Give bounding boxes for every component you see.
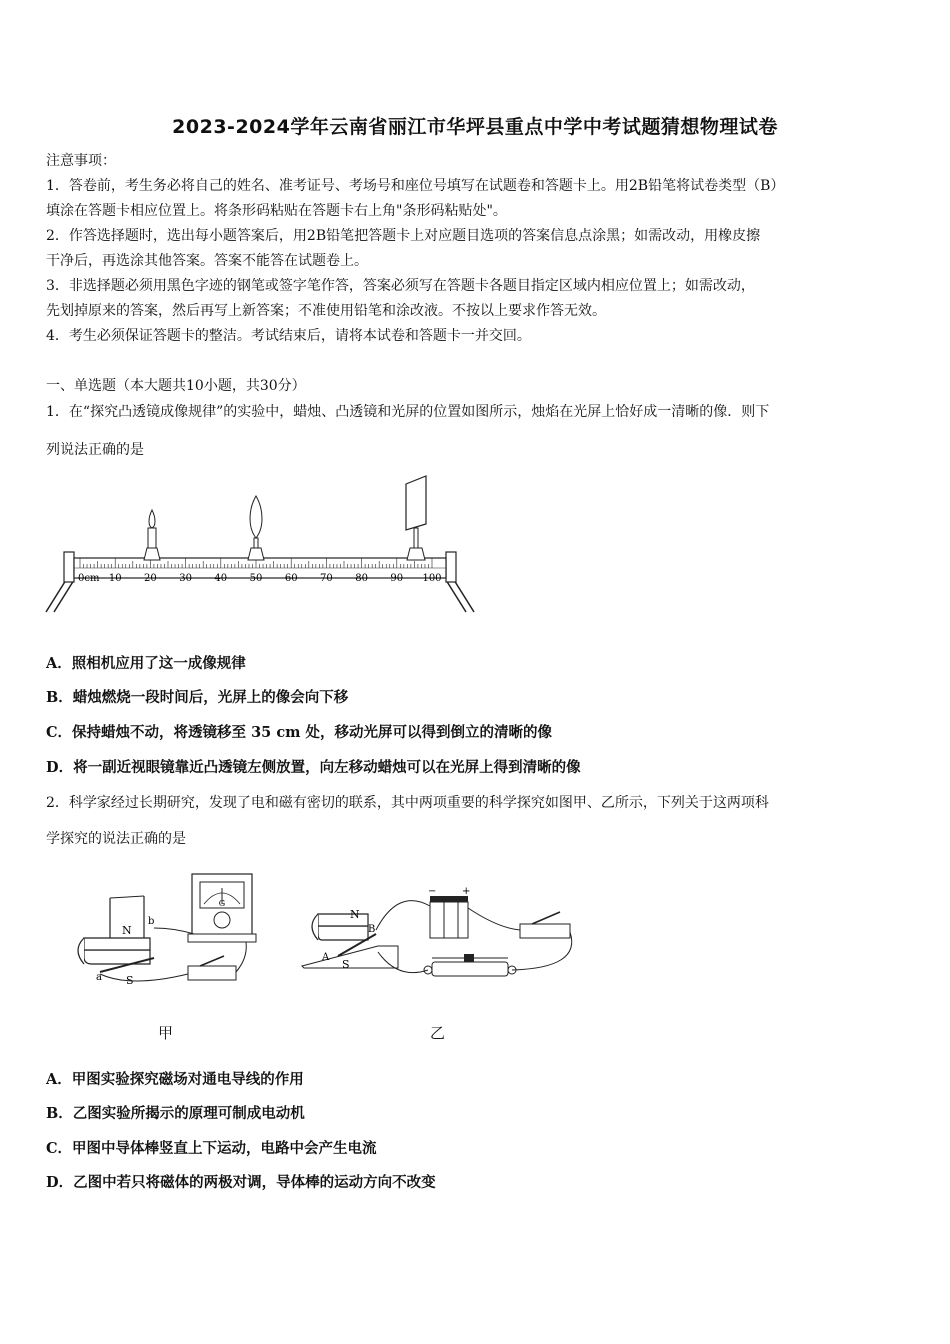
notice-line: 1．答卷前，考生务必将自己的姓名、准考证号、考场号和座位号填写在试题卷和答题卡上。用2B铅笔将试卷类型（B） xyxy=(46,178,785,194)
caption-yi: 乙 xyxy=(430,1024,446,1042)
q2-stem: 2．科学家经过长期研究，发现了电和磁有密切的联系，其中两项重要的科学探究如图甲、乙所示，下列关于这两项科 xyxy=(46,795,769,811)
section-heading: 一、单选题（本大题共10小题，共30分） xyxy=(46,378,306,394)
q2-option-a[interactable]: A．甲图实验探究磁场对通电导线的作用 xyxy=(46,1071,304,1088)
caption-jia: 甲 xyxy=(158,1024,174,1042)
ruler-label: 70 xyxy=(320,573,333,584)
q1-stem: 1．在“探究凸透镜成像规律”的实验中，蜡烛、凸透镜和光屏的位置如图所示，烛焰在光屏上恰好成一清晰的像．则下 xyxy=(46,404,770,420)
optical-bench-figure xyxy=(40,470,480,620)
candle xyxy=(144,510,160,560)
q1-stem: 列说法正确的是 xyxy=(46,442,144,458)
ruler-label: 40 xyxy=(214,573,228,584)
rod-a-label: A xyxy=(322,952,330,963)
q1-option-d[interactable]: D．将一副近视眼镜靠近凸透镜左侧放置，向左移动蜡烛可以在光屏上得到清晰的像 xyxy=(46,759,581,776)
q2-stem: 学探究的说法正确的是 xyxy=(46,831,186,847)
ruler-label: 10 xyxy=(108,573,122,584)
notice-line: 先划掉原来的答案，然后再写上新答案；不准使用铅笔和涂改液。不按以上要求作答无效。 xyxy=(46,303,606,319)
ruler-label: 20 xyxy=(144,573,157,584)
battery xyxy=(428,886,470,938)
q1-option-a[interactable]: A．照相机应用了这一成像规律 xyxy=(46,655,246,672)
notice-line: 2．作答选择题时，选出每小题答案后，用2B铅笔把答题卡上对应题目选项的答案信息点涂黑；如需改动，用橡皮擦 xyxy=(46,228,761,244)
magnet-n-label: N xyxy=(122,924,132,937)
q2-option-b[interactable]: B．乙图实验所揭示的原理可制成电动机 xyxy=(46,1105,305,1122)
ruler-label: 80 xyxy=(355,573,368,584)
q2-option-c[interactable]: C．甲图中导体棒竖直上下运动，电路中会产生电流 xyxy=(46,1140,377,1157)
rod-b-label: B xyxy=(368,924,376,935)
notice-line: 填涂在答题卡相应位置上。将条形码粘贴在答题卡右上角"条形码粘贴处"。 xyxy=(46,203,507,219)
rod-b-label: b xyxy=(148,916,155,927)
battery-plus: + xyxy=(462,886,471,897)
magnet-n-label: N xyxy=(350,908,360,921)
figure-jia xyxy=(70,868,270,998)
ruler-label: 100 xyxy=(422,573,442,584)
ruler-label: 60 xyxy=(284,573,298,584)
q1-option-c[interactable]: C．保持蜡烛不动，将透镜移至 35 cm 处，移动光屏可以得到倒立的清晰的像 xyxy=(46,724,553,741)
notice-line: 干净后，再选涂其他答案。答案不能答在试题卷上。 xyxy=(46,253,368,269)
rheostat xyxy=(424,954,516,976)
convex-lens xyxy=(248,496,264,560)
meter-label: G xyxy=(218,899,226,908)
ruler-label: 50 xyxy=(249,573,263,584)
light-screen xyxy=(406,476,426,560)
notice-line: 3．非选择题必须用黑色字迹的钢笔或签字笔作答，答案必须写在答题卡各题目指定区域内相应位置上；如需改动， xyxy=(46,278,755,294)
figure-yi xyxy=(298,868,588,998)
magnet-s-label: S xyxy=(342,958,350,971)
magnet-s-label: S xyxy=(126,974,134,987)
page-title: 2023-2024学年云南省丽江市华坪县重点中学中考试题猜想物理试卷 xyxy=(172,116,778,138)
q2-option-d[interactable]: D．乙图中若只将磁体的两极对调，导体棒的运动方向不改变 xyxy=(46,1174,436,1191)
notice-line: 4．考生必须保证答题卡的整洁。考试结束后，请将本试卷和答题卡一并交回。 xyxy=(46,328,531,344)
ruler-label: 30 xyxy=(179,573,192,584)
battery-minus: − xyxy=(428,886,437,897)
notice-heading: 注意事项： xyxy=(46,153,116,169)
ruler-label: 0cm xyxy=(78,573,100,584)
ruler-label: 90 xyxy=(390,573,404,584)
rod-a-label: a xyxy=(96,972,102,983)
q1-option-b[interactable]: B．蜡烛燃烧一段时间后，光屏上的像会向下移 xyxy=(46,689,349,706)
